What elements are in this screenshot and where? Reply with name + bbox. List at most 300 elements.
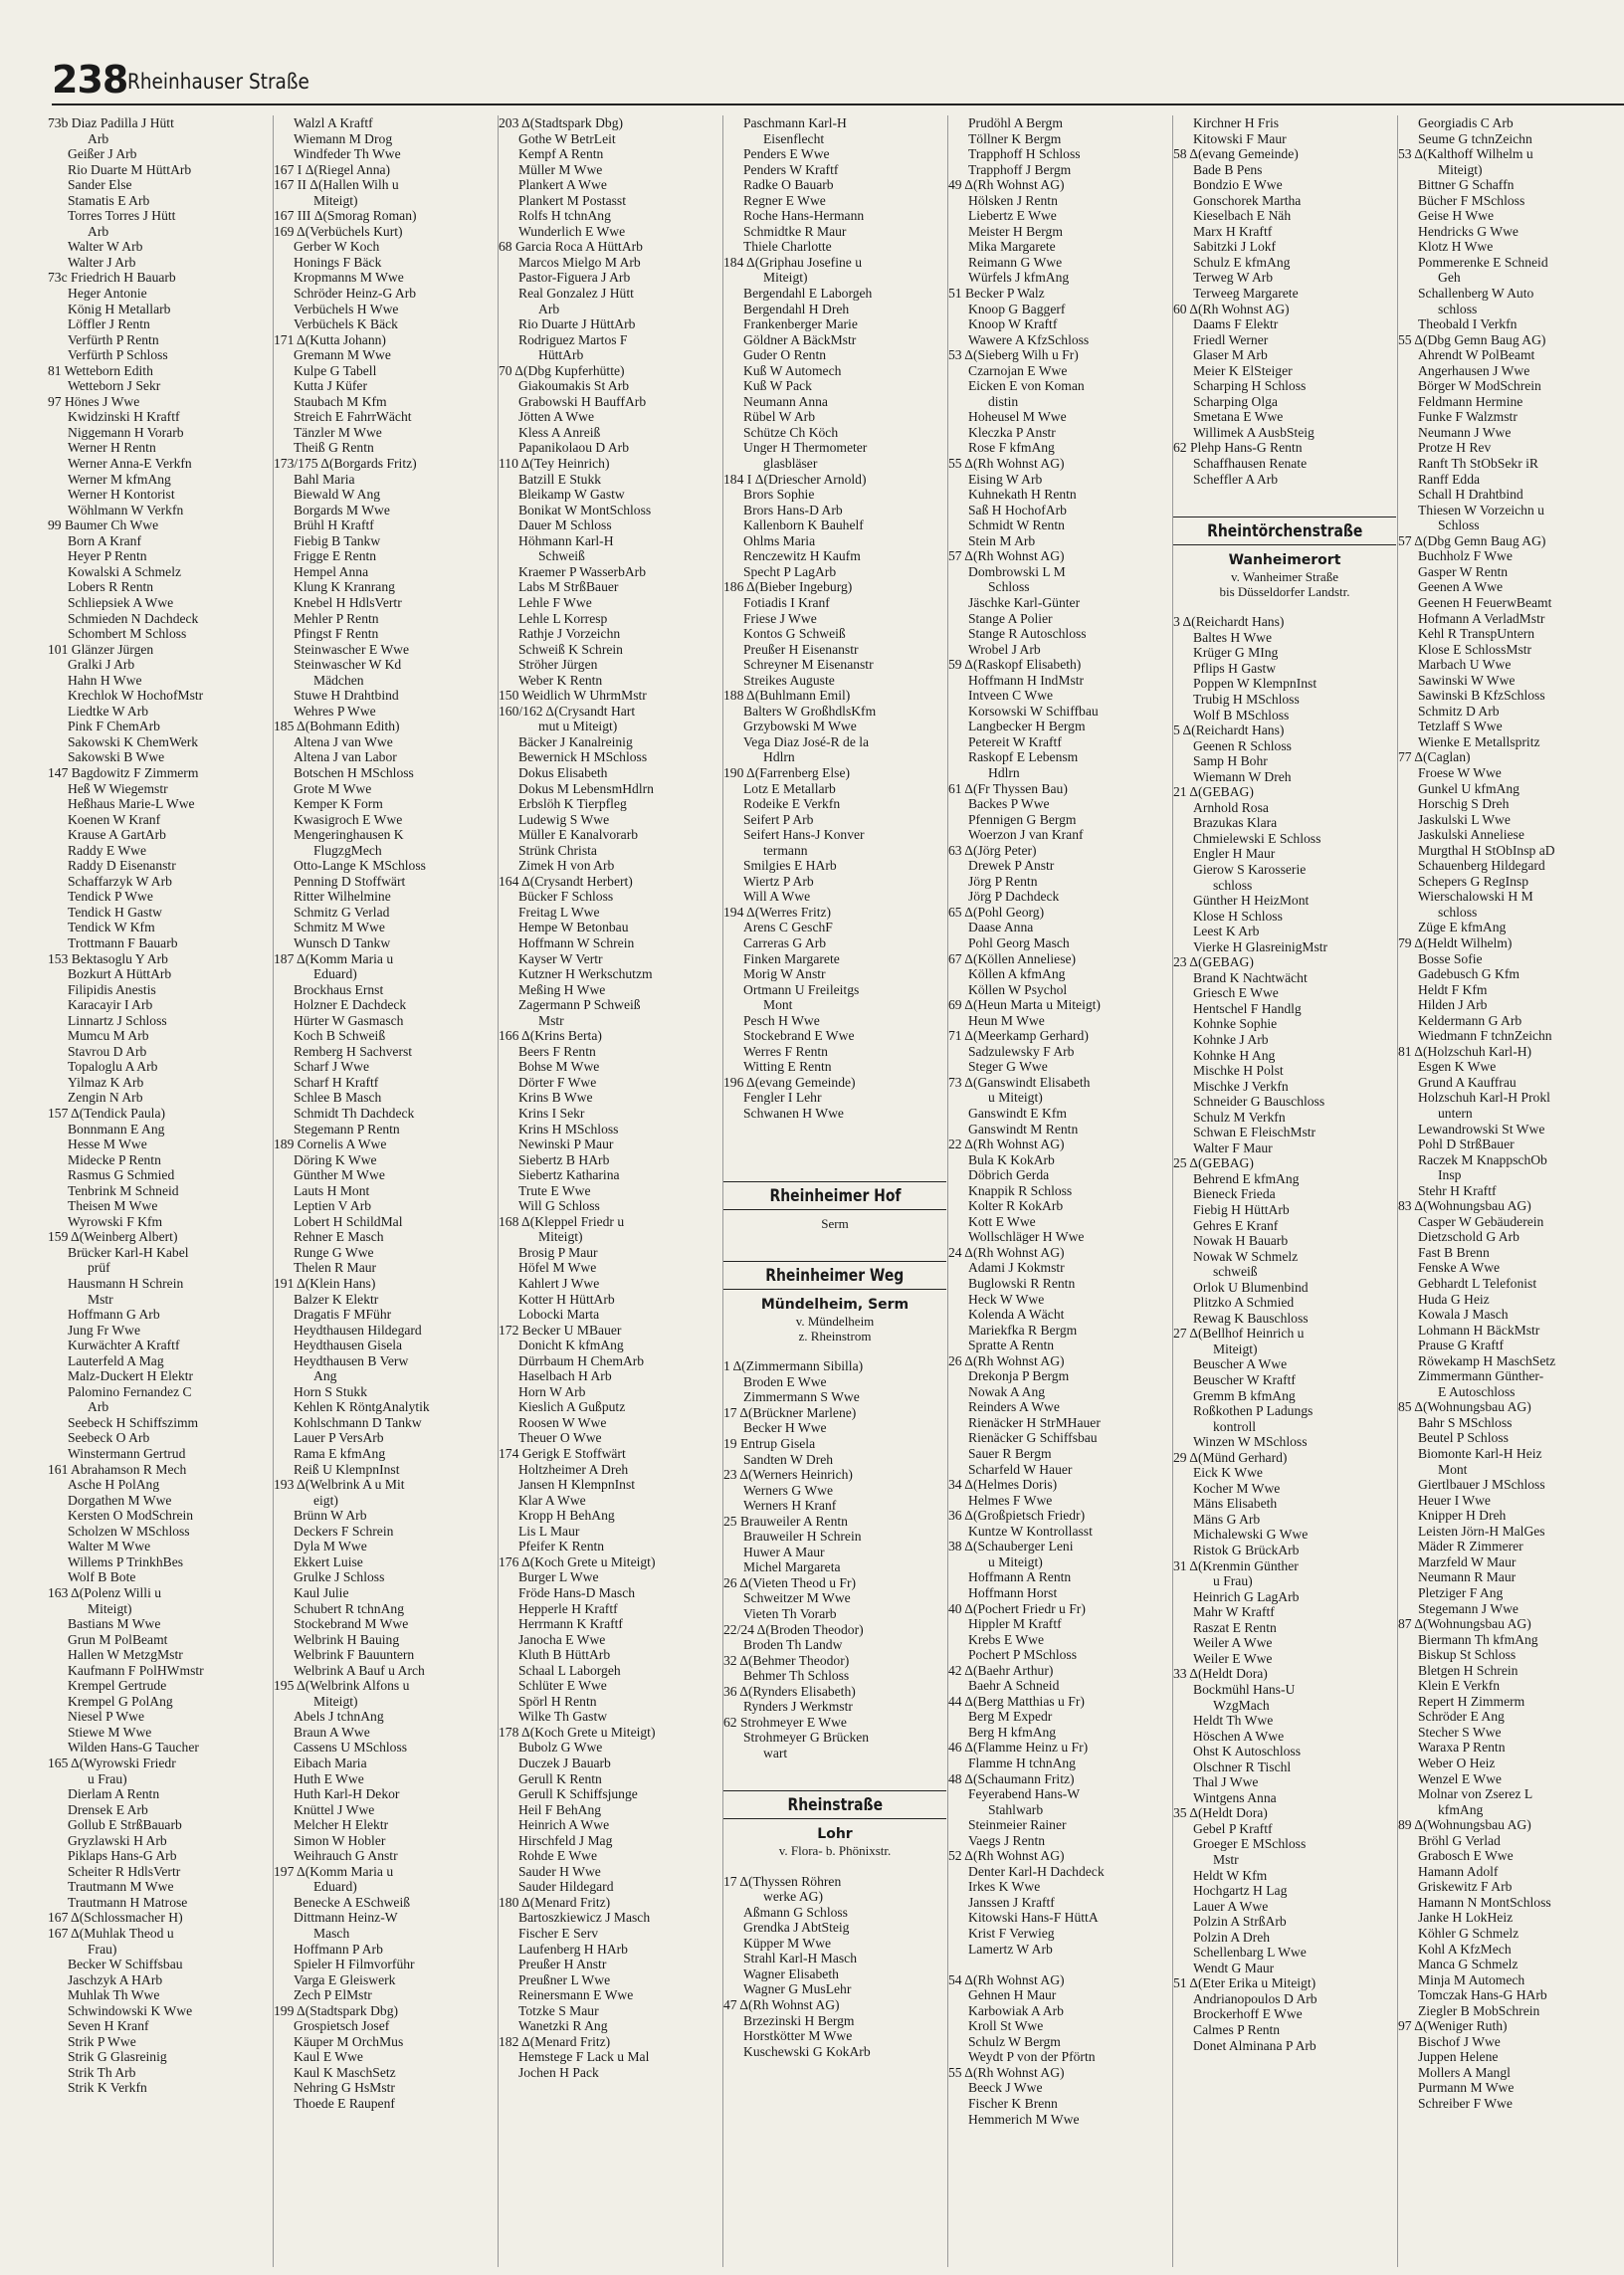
directory-entry: Strik G Glasreinig (68, 2049, 167, 2065)
directory-entry: Kraemer P WasserbArb (518, 563, 647, 579)
directory-entry: Käuper M OrchMus (294, 2033, 404, 2049)
directory-entry: Strik P Wwe (68, 2033, 136, 2049)
directory-entry: Knipper H Dreh (1418, 1508, 1507, 1524)
directory-entry: Wrobel J Arb (968, 641, 1041, 657)
directory-entry: Schallenberg W Auto (1418, 286, 1534, 302)
directory-entry: Schröder E Ang (1418, 1709, 1505, 1725)
directory-entry: Mengeringhausen K (294, 827, 404, 843)
directory-entry: Winstermann Gertrud (68, 1446, 186, 1462)
directory-entry: 87 Δ(Wohnungsbau AG) (1398, 1616, 1531, 1632)
directory-entry: Duczek J Bauarb (518, 1755, 611, 1770)
directory-entry: Bosse Sofie (1418, 950, 1483, 966)
directory-entry: schloss (1438, 904, 1478, 920)
directory-entry: Strohmeyer G Brücken (743, 1730, 870, 1746)
directory-entry: Olschner R Tischl (1193, 1758, 1292, 1774)
directory-entry (723, 1152, 946, 1168)
directory-entry: Torres Torres J Hütt (68, 208, 176, 224)
directory-entry: schweiß (1213, 1264, 1258, 1280)
directory-entry: Wiemann M Drog (294, 130, 393, 146)
directory-entry: Angerhausen J Wwe (1418, 362, 1530, 378)
directory-entry: Döring K Wwe (294, 1151, 377, 1167)
directory-entry: 163 Δ(Polenz Willi u (48, 1584, 162, 1600)
directory-entry: Gerull K Rentn (518, 1770, 602, 1786)
street-range-note: v. Mündelheim (795, 1313, 875, 1329)
directory-entry: Schlüter E Wwe (518, 1678, 607, 1694)
directory-entry: Remberg H Sachverst (294, 1043, 413, 1059)
directory-entry: Backes P Wwe (968, 796, 1050, 812)
directory-entry: Karbowiak A Arb (968, 2002, 1064, 2018)
street-heading: Rheinheimer Hof (723, 1181, 946, 1210)
directory-entry: Heydthausen Hildegard (294, 1322, 422, 1338)
directory-entry: Witting E Rentn (743, 1059, 832, 1075)
directory-entry: Raddy E Wwe (68, 842, 147, 858)
directory-entry: Heinrich G LagArb (1193, 1588, 1300, 1604)
directory-entry: Kless A Anreiß (518, 424, 601, 440)
directory-entry: Wagner G MusLehr (743, 1981, 852, 1997)
directory-entry: Schulz M Verkfn (1193, 1109, 1286, 1125)
directory-entry: 168 Δ(Kleppel Friedr u (499, 1213, 625, 1229)
district-label: Mündelheim, Serm (760, 1296, 910, 1313)
directory-entry: Fotiadis I Kranf (743, 594, 830, 610)
directory-entry: Juppen Helene (1418, 2049, 1499, 2065)
directory-entry: Brühl H Kraftf (294, 517, 374, 533)
directory-entry: Bischof J Wwe (1418, 2033, 1501, 2049)
directory-entry: Rasmus G Schmied (68, 1167, 175, 1183)
directory-entry: Hdlrn (988, 764, 1020, 780)
directory-entry: Schmitz G Verlad (294, 904, 390, 920)
directory-entry: Züge E kfmAng (1418, 920, 1507, 935)
directory-entry: Hürter W Gasmasch (294, 1012, 404, 1028)
directory-entry: eigt) (313, 1492, 338, 1508)
directory-entry: 71 Δ(Meerkamp Gerhard) (948, 1028, 1089, 1044)
directory-entry: Broden E Wwe (743, 1373, 827, 1389)
directory-entry: Stein M Arb (968, 532, 1036, 548)
directory-entry: prüf (88, 1260, 110, 1276)
directory-entry: Schmitz D Arb (1418, 703, 1500, 719)
directory-entry: Fröde Hans-D Masch (518, 1584, 636, 1600)
directory-entry: Höschen A Wwe (1193, 1728, 1285, 1744)
directory-entry: Trute E Wwe (518, 1182, 591, 1198)
directory-entry: Grabowski H BauffArb (518, 393, 647, 409)
directory-entry: Kitowski F Maur (1193, 130, 1287, 146)
directory-entry: Topaloglu A Arb (68, 1059, 158, 1075)
directory-entry: 184 Δ(Griphau Josefine u (723, 254, 862, 270)
directory-entry: Klotz H Wwe (1418, 239, 1494, 255)
directory-entry: Geise H Wwe (1418, 208, 1495, 224)
directory-entry: Vaegs J Rentn (968, 1832, 1046, 1848)
directory-entry: Helmes F Wwe (968, 1492, 1053, 1508)
directory-entry: 174 Gerigk E Stoffwärt (499, 1446, 626, 1462)
directory-entry: Broden Th Landw (743, 1637, 843, 1653)
directory-entry: Schmitz M Wwe (294, 920, 385, 935)
directory-entry: Heinrich A Wwe (518, 1817, 610, 1833)
directory-entry: Jörg P Dachdeck (968, 889, 1060, 905)
directory-entry: termann (763, 842, 808, 858)
directory-entry: Mäns Elisabeth (1193, 1496, 1278, 1512)
directory-entry: Plankert M Postasst (518, 192, 626, 208)
directory-entry: Wienke E Metallspritz (1418, 733, 1540, 749)
directory-entry: Brazukas Klara (1193, 815, 1278, 831)
directory-entry: Orlok U Blumenbind (1193, 1279, 1309, 1295)
directory-entry: Prause G Kraftf (1418, 1338, 1505, 1353)
directory-entry: 187 Δ(Komm Maria u (274, 950, 394, 966)
directory-entry: Regner E Wwe (743, 192, 826, 208)
directory-entry: Roosen W Wwe (518, 1414, 607, 1430)
directory-entry: Hesse M Wwe (68, 1137, 147, 1152)
directory-entry: Wunsch D Tankw (294, 934, 391, 950)
directory-entry: Leptien V Arb (294, 1198, 372, 1214)
page-number: 238 (52, 58, 128, 102)
directory-entry: Pfingst F Rentn (294, 626, 379, 642)
directory-entry: Mont (763, 997, 793, 1013)
directory-entry: Penders W Kraftf (743, 161, 839, 177)
directory-entry: Haselbach H Arb (518, 1368, 612, 1384)
directory-entry: Trubig H MSchloss (1193, 691, 1300, 707)
directory-entry: Kempf A Rentn (518, 146, 604, 162)
directory-entry: Schulz W Bergm (968, 2033, 1061, 2049)
directory-entry: Flamme H tchnAng (968, 1755, 1076, 1770)
directory-entry: Frankenberger Marie (743, 316, 858, 332)
directory-entry: Rübel W Arb (743, 409, 815, 425)
directory-entry: Filipidis Anestis (68, 981, 156, 997)
directory-entry: Morig W Anstr (743, 966, 826, 982)
directory-entry: 199 Δ(Stadtspark Dbg) (274, 2002, 399, 2018)
directory-entry: Muhlak Th Wwe (68, 1987, 160, 2003)
directory-entry: Mstr (88, 1291, 113, 1307)
directory-entry: 26 Δ(Rh Wohnst AG) (948, 1352, 1065, 1368)
directory-entry: Schwanen H Wwe (743, 1106, 844, 1121)
street-range-note: Serm (821, 1216, 849, 1232)
directory-entry: Arens C GeschF (743, 920, 833, 935)
directory-entry: Hallen W MetzgMstr (68, 1647, 183, 1663)
directory-entry: Walter W Arb (68, 239, 143, 255)
directory-entry: 24 Δ(Rh Wohnst AG) (948, 1244, 1065, 1260)
directory-entry: Papanikolaou D Arb (518, 440, 629, 456)
directory-entry: 159 Δ(Weinberg Albert) (48, 1229, 178, 1245)
directory-entry: 23 Δ(GEBAG) (1173, 954, 1254, 970)
directory-entry: Heuer I Wwe (1418, 1492, 1491, 1508)
directory-entry: Gothe W BetrLeit (518, 130, 616, 146)
directory-entry: 153 Bektasoglu Y Arb (48, 950, 168, 966)
directory-entry: Kuhnekath H Rentn (968, 487, 1077, 503)
directory-entry: Gerull K Schiffsjunge (518, 1786, 638, 1802)
directory-entry: Welbrink A Bauf u Arch (294, 1662, 425, 1678)
directory-entry: 188 Δ(Buhlmann Emil) (723, 688, 851, 704)
directory-entry: Hendricks G Wwe (1418, 223, 1519, 239)
directory-entry: Bockmühl Hans-U (1193, 1681, 1296, 1697)
directory-entry: Kutta J Küfer (294, 378, 367, 394)
directory-entry: Kohnke H Ang (1193, 1047, 1276, 1063)
directory-entry: Kontos G Schweiß (743, 626, 846, 642)
directory-entry: Pohl Georg Masch (968, 934, 1070, 950)
directory-entry: Gunkel U kfmAng (1418, 780, 1520, 796)
directory-entry: Gonschorek Martha (1193, 192, 1302, 208)
directory-entry: Donet Alminana P Arb (1193, 2037, 1317, 2053)
directory-entry: Zimek H von Arb (518, 858, 615, 874)
directory-entry: 53 Δ(Kalthoff Wilhelm u (1398, 146, 1533, 162)
directory-entry: Woerzon J van Kranf (968, 827, 1084, 843)
directory-entry: Minja M Automech (1418, 1971, 1525, 1987)
directory-entry: FlugzgMech (313, 842, 382, 858)
directory-entry: Günther M Wwe (294, 1167, 385, 1183)
directory-entry: Bieneck Frieda (1193, 1186, 1276, 1202)
directory-entry: Krempel G PolAng (68, 1693, 173, 1709)
directory-entry: Dorgathen M Wwe (68, 1492, 172, 1508)
directory-entry: Gebhardt L Telefonist (1418, 1276, 1537, 1292)
directory-entry: Hamann N MontSchloss (1418, 1894, 1551, 1910)
directory-entry: Sawinski B KfzSchloss (1418, 688, 1545, 704)
directory-entry: Grendka J AbtSteig (743, 1920, 850, 1936)
directory-entry: Penning D Stoffwärt (294, 873, 406, 889)
directory-entry: Kleczka P Anstr (968, 424, 1056, 440)
directory-entry: Krüger G MIng (1193, 645, 1279, 661)
directory-entry: Mischke J Verkfn (1193, 1078, 1289, 1094)
directory-entry: 189 Cornelis A Wwe (274, 1137, 387, 1152)
directory-entry: Brand K Nachtwächt (1193, 969, 1308, 985)
directory-entry: Schneider G Bauschloss (1193, 1094, 1325, 1110)
directory-entry: 29 Δ(Münd Gerhard) (1173, 1449, 1288, 1465)
directory-entry: Lehle L Korresp (518, 610, 608, 626)
directory-entry: 44 Δ(Berg Matthias u Fr) (948, 1693, 1085, 1709)
directory-entry: Miteigt) (1438, 161, 1483, 177)
directory-entry: Friedl Werner (1193, 331, 1269, 347)
directory-entry: Denter Karl-H Dachdeck (968, 1863, 1105, 1879)
directory-entry: Raddy D Eisenanstr (68, 858, 176, 874)
directory-entry: 190 Δ(Farrenberg Else) (723, 764, 851, 780)
directory-entry: Batzill E Stukk (518, 471, 602, 487)
directory-entry: Bletgen H Schrein (1418, 1662, 1519, 1678)
directory-entry: 58 Δ(evang Gemeinde) (1173, 146, 1299, 162)
directory-entry: Sakowski K ChemWerk (68, 733, 199, 749)
directory-entry: Tomczak Hans-G HArb (1418, 1987, 1547, 2003)
directory-entry: Würfels J kfmAng (968, 270, 1070, 286)
directory-entry: Knebel H HdlsVertr (294, 594, 402, 610)
directory-column (722, 115, 946, 2267)
directory-entry: 35 Δ(Heldt Dora) (1173, 1805, 1268, 1821)
directory-entry: Pfeifer K Rentn (518, 1539, 605, 1554)
directory-entry: 97 Hönes J Wwe (48, 393, 140, 409)
directory-entry: Geenen A Wwe (1418, 579, 1504, 595)
directory-entry: Sander Else (68, 177, 132, 193)
district-label: Lohr (817, 1826, 853, 1843)
directory-entry: Wawere A KfzSchloss (968, 331, 1090, 347)
directory-entry: Mischke H Polst (1193, 1063, 1284, 1079)
directory-entry: Intveen C Wwe (968, 688, 1054, 704)
directory-entry: Gollub E StrßBauarb (68, 1817, 182, 1833)
directory-entry: Sauder H Wwe (518, 1863, 601, 1879)
directory-entry: 178 Δ(Koch Grete u Miteigt) (499, 1724, 656, 1740)
directory-entry: Fischer E Serv (518, 1925, 599, 1941)
directory-entry: Stecher S Wwe (1418, 1724, 1502, 1740)
directory-entry: Krebs E Wwe (968, 1631, 1045, 1647)
directory-entry: Werner H Kontorist (68, 487, 175, 503)
directory-entry: Thiesen W Vorzeichn u (1418, 502, 1544, 517)
directory-entry: Brücker Karl-H Kabel (68, 1244, 189, 1260)
directory-entry: 63 Δ(Jörg Peter) (948, 842, 1037, 858)
directory-entry: Höhmann Karl-H (518, 532, 614, 548)
directory-entry: 173/175 Δ(Borgards Fritz) (274, 456, 417, 472)
directory-entry: Höfel M Wwe (518, 1260, 597, 1276)
directory-entry: Marcos Mielgo M Arb (518, 254, 641, 270)
directory-entry: Kutzner H Werkschutzm (518, 966, 653, 982)
directory-entry: 47 Δ(Rh Wohnst AG) (723, 1996, 840, 2012)
directory-entry: kfmAng (1438, 1801, 1484, 1817)
directory-entry: 147 Bagdowitz F Zimmerm (48, 764, 199, 780)
directory-entry: Eicken E von Koman (968, 378, 1085, 394)
directory-entry: Theobald I Verkfn (1418, 316, 1518, 332)
directory-entry: Smilgies E HArb (743, 858, 837, 874)
directory-entry: Willems P TrinkhBes (68, 1553, 184, 1569)
directory-entry: 171 Δ(Kutta Johann) (274, 331, 386, 347)
directory-entry: Strik Th Arb (68, 2064, 136, 2080)
directory-entry: Löffler J Rentn (68, 316, 150, 332)
directory-entry: Georgiadis C Arb (1418, 115, 1514, 130)
directory-entry: Holtzheimer A Dreh (518, 1461, 629, 1477)
directory-entry: Bäcker J Kanalreinig (518, 733, 633, 749)
directory-entry: Theuer O Wwe (518, 1430, 602, 1446)
directory-entry: Kowala J Masch (1418, 1307, 1509, 1323)
directory-entry: Rolfs H tchnAng (518, 208, 611, 224)
directory-entry: Wilke Th Gastw (518, 1709, 608, 1725)
directory-entry: Werner M kfmAng (68, 471, 171, 487)
directory-entry: 19 Entrup Gisela (723, 1436, 816, 1452)
directory-entry: 36 Δ(Großpietsch Friedr) (948, 1508, 1086, 1524)
directory-entry: Terweg W Arb (1193, 270, 1274, 286)
directory-entry: Rohde E Wwe (518, 1848, 598, 1864)
directory-entry: Tendick H Gastw (68, 904, 162, 920)
directory-entry: Lauterfeld A Mag (68, 1352, 164, 1368)
directory-entry: Krechlok W HochofMstr (68, 688, 204, 704)
directory-entry: Werners G Wwe (743, 1482, 833, 1498)
directory-entry: Schwindowski K Wwe (68, 2002, 193, 2018)
directory-entry (723, 1231, 946, 1247)
directory-entry: Wollschläger H Wwe (968, 1229, 1085, 1245)
directory-entry: Drewek P Anstr (968, 858, 1055, 874)
directory-entry: Schauenberg Hildegard (1418, 858, 1545, 874)
directory-entry: Huth Karl-H Dekor (294, 1786, 400, 1802)
directory-entry: Behrend E kfmAng (1193, 1170, 1300, 1186)
directory-entry: 97 Δ(Weniger Ruth) (1398, 2018, 1508, 2034)
directory-entry: Arb (88, 223, 109, 239)
directory-entry: Benecke A ESchweiß (294, 1894, 411, 1910)
directory-entry: Reinersmann E Wwe (518, 1987, 634, 2003)
directory-entry: Siebertz B HArb (518, 1151, 610, 1167)
directory-entry: Poppen W KlempnInst (1193, 676, 1318, 692)
directory-entry: Pohl D StrßBauer (1418, 1137, 1515, 1152)
directory-entry: Berg M Expedr (968, 1709, 1053, 1725)
directory-entry: Protze H Rev (1418, 440, 1492, 456)
directory-entry: Köllen W Psychol (968, 981, 1068, 997)
directory-entry: Raskopf E Lebensm (968, 749, 1079, 765)
directory-entry: Eick K Wwe (1193, 1465, 1263, 1481)
directory-entry: Renczewitz H Kaufm (743, 548, 861, 564)
directory-entry: 36 Δ(Rynders Elisabeth) (723, 1683, 856, 1699)
directory-entry: Kahlert J Wwe (518, 1276, 600, 1292)
directory-entry: 196 Δ(evang Gemeinde) (723, 1074, 856, 1090)
directory-entry: 69 Δ(Heun Marta u Miteigt) (948, 997, 1101, 1013)
directory-entry: WzgMach (1213, 1697, 1270, 1713)
directory-entry: Sauder Hildegard (518, 1879, 614, 1895)
directory-entry: Schombert M Schloss (68, 626, 187, 642)
directory-entry: Stange R Autoschloss (968, 626, 1087, 642)
directory-entry: Frau) (88, 1941, 117, 1957)
directory-entry: Griskewitz F Arb (1418, 1879, 1513, 1895)
directory-entry: 180 Δ(Menard Fritz) (499, 1894, 611, 1910)
directory-entry: 38 Δ(Schauberger Leni (948, 1539, 1074, 1554)
directory-entry: Molnar von Zserez L (1418, 1786, 1533, 1802)
directory-entry: Schmidt W Rentn (968, 517, 1065, 533)
directory-entry: Sandten W Dreh (743, 1451, 834, 1467)
directory-entry: Tendick P Wwe (68, 889, 153, 905)
directory-entry: Hochgartz H Lag (1193, 1883, 1288, 1899)
page-header (52, 58, 1624, 105)
directory-entry: Ekkert Luise (294, 1553, 363, 1569)
directory-entry: Bahr S MSchloss (1418, 1414, 1513, 1430)
directory-entry: Scharfeld W Hauer (968, 1461, 1073, 1477)
directory-entry: 23 Δ(Werners Heinrich) (723, 1467, 853, 1483)
directory-entry: Heß W Wiegemstr (68, 780, 168, 796)
directory-entry: Trautmann M Wwe (68, 1879, 174, 1895)
directory-entry: 184 I Δ(Driescher Arnold) (723, 471, 867, 487)
directory-entry: glasbläser (763, 456, 818, 472)
directory-entry: 3 Δ(Reichardt Hans) (1173, 614, 1285, 630)
directory-entry: Lauer P VersArb (294, 1430, 384, 1446)
directory-entry: Polzin A StrßArb (1193, 1914, 1287, 1930)
directory-entry: Labs M StrßBauer (518, 579, 619, 595)
directory-entry: Kotter H HüttArb (518, 1291, 615, 1307)
directory-entry: 49 Δ(Rh Wohnst AG) (948, 177, 1065, 193)
directory-entry: Braun A Wwe (294, 1724, 370, 1740)
directory-entry: Baehr A Schneid (968, 1678, 1060, 1694)
directory-entry: Liebertz E Wwe (968, 208, 1057, 224)
directory-entry: 99 Baumer Ch Wwe (48, 517, 159, 533)
directory-entry: Holzner E Dachdeck (294, 997, 407, 1013)
directory-entry: Gadebusch G Kfm (1418, 966, 1520, 982)
directory-entry: Scholzen W MSchloss (68, 1523, 190, 1539)
directory-entry: Rienäcker G Schiffsbau (968, 1430, 1098, 1446)
directory-entry: Hentschel F Handlg (1193, 1000, 1302, 1016)
directory-entry: Runge G Wwe (294, 1244, 374, 1260)
directory-entry: Becker W Schiffsbau (68, 1957, 183, 1972)
directory-entry: Huth E Wwe (294, 1770, 364, 1786)
directory-entry: Langbecker H Bergm (968, 719, 1086, 734)
directory-entry: Thoede E Raupenf (294, 2096, 395, 2111)
directory-entry: Krause A GartArb (68, 827, 166, 843)
directory-entry: Burger L Wwe (518, 1569, 599, 1585)
directory-entry: 32 Δ(Behmer Theodor) (723, 1652, 850, 1668)
directory-entry: Verbüchels H Wwe (294, 301, 399, 316)
directory-entry: Kohnke Sophie (1193, 1016, 1278, 1032)
directory-entry: Thelen R Maur (294, 1260, 377, 1276)
directory-entry: Grabosch E Wwe (1418, 1848, 1514, 1864)
directory-entry: Balters W GroßhdlsKfm (743, 703, 877, 719)
directory-entry: Aßmann G Schloss (743, 1904, 848, 1920)
directory-entry: Kluth B HüttArb (518, 1647, 611, 1663)
directory-entry: 167 II Δ(Hallen Wilh u (274, 177, 399, 193)
directory-entry: Dombrowski L M (968, 563, 1066, 579)
directory-entry: Melcher H Elektr (294, 1817, 389, 1833)
directory-entry: Hölsken J Rentn (968, 192, 1058, 208)
directory-entry: Schliepsiek A Wwe (68, 594, 174, 610)
directory-entry: Kitowski Hans-F HüttA (968, 1910, 1099, 1926)
directory-entry: Steinwascher E Wwe (294, 641, 410, 657)
directory-entry: Klar A Wwe (518, 1492, 586, 1508)
directory-entry: Honings F Bäck (294, 254, 382, 270)
directory-entry: Drensek E Arb (68, 1801, 148, 1817)
directory-entry: Nowak H Bauarb (1193, 1233, 1289, 1249)
directory-entry: Bula K KokArb (968, 1151, 1055, 1167)
directory-entry: 68 Garcia Roca A HüttArb (499, 239, 643, 255)
